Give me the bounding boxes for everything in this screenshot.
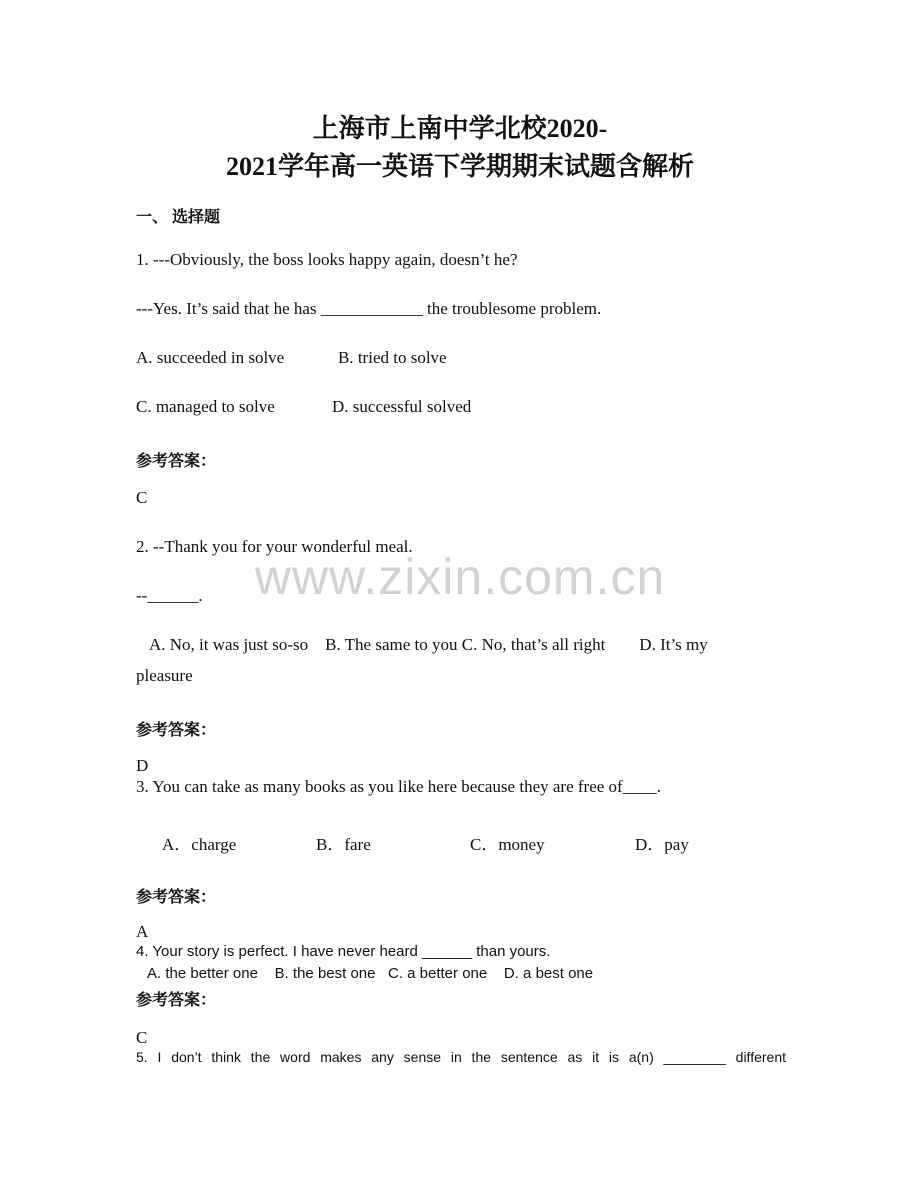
q2-answer: D bbox=[136, 756, 149, 775]
q3-answer-label: 参考答案： bbox=[136, 889, 217, 906]
q3-stem: 3. You can take as many books as you like here because they are free of____. bbox=[136, 777, 661, 796]
section-heading: 一、 选择题 bbox=[136, 209, 221, 226]
q2-options-line1: A. No, it was just so-so B. The same to you C. No, that’s all right D. It’s my bbox=[149, 635, 708, 654]
q1-options-row2 bbox=[136, 397, 471, 417]
q3-option-b: B．fare bbox=[316, 835, 371, 854]
document-title-line1: 上海市上南中学北校2020- bbox=[312, 114, 608, 143]
q4-options: A. the better one B. the best one C. a better one D. a best one bbox=[147, 965, 594, 982]
q1-option-d: D. successful solved bbox=[332, 397, 472, 416]
q3-option-a: A．charge bbox=[162, 835, 237, 854]
q1-answer-label: 参考答案： bbox=[136, 453, 217, 470]
q2-answer-label: 参考答案： bbox=[136, 722, 217, 739]
q1-option-a: A. succeeded in solve bbox=[136, 348, 285, 367]
q3-options bbox=[162, 830, 689, 855]
q1-option-b: B. tried to solve bbox=[338, 348, 447, 367]
q2-stem: 2. --Thank you for your wonderful meal. bbox=[136, 537, 413, 556]
document-title-line2: 2021学年高一英语下学期期末试题含解析 bbox=[225, 152, 694, 181]
q1-options-row1 bbox=[136, 348, 447, 368]
q2-stem-reply: --______. bbox=[136, 586, 203, 605]
q4-answer-label: 参考答案： bbox=[136, 992, 217, 1009]
q4-stem: 4. Your story is perfect. I have never heard ______ than yours. bbox=[136, 943, 551, 960]
q5-stem: 5. I don’t think the word makes any sense in the sentence as it is a(n) ________ different bbox=[136, 1049, 786, 1065]
q3-answer: A bbox=[136, 922, 149, 941]
q2-options-line2: pleasure bbox=[136, 666, 193, 685]
q1-answer: C bbox=[136, 488, 148, 507]
q3-option-d: D．pay bbox=[635, 835, 689, 854]
q4-answer: C bbox=[136, 1028, 148, 1047]
q1-stem: 1. ---Obviously, the boss looks happy again, doesn’t he? bbox=[136, 250, 518, 269]
q3-option-c: C．money bbox=[470, 835, 545, 854]
q1-stem-reply: ---Yes. It’s said that he has ____________ the troublesome problem. bbox=[136, 299, 602, 318]
watermark-text: www.zixin.com.cn bbox=[254, 549, 666, 605]
q1-option-c: C. managed to solve bbox=[136, 397, 275, 416]
